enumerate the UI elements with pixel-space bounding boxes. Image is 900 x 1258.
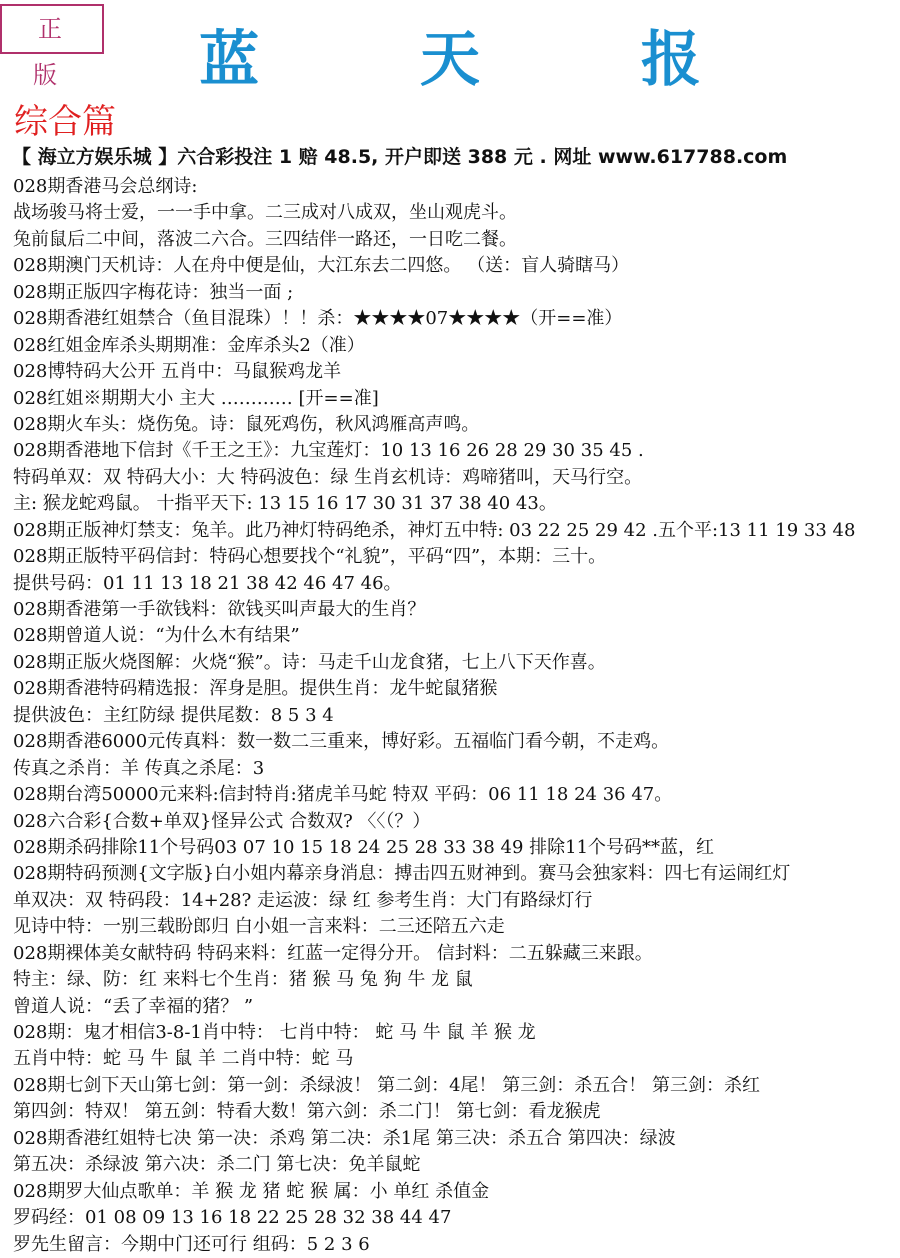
text-line: 028期香港第一手欲钱料：欲钱买叫声最大的生肖？ <box>13 599 426 620</box>
edition-badge: 正 版 <box>0 4 104 54</box>
text-line: 曾道人说：“丢了幸福的猪？ ” <box>13 995 254 1017</box>
text-line: 028期正版特平码信封：特码心想要找个“礼貌”，平码“四”，本期：三十。 <box>13 546 607 568</box>
text-line: 028期澳门天机诗：人在舟中便是仙，大江东去二四悠。 （送：盲人骑瞎马） <box>13 255 630 277</box>
section-heading: 综合篇 <box>14 102 116 142</box>
text-line: 028六合彩{合数+单双}怪异公式 合数双? 〈〈（？） <box>13 810 431 832</box>
text-line: 028红姐※期期大小 主大 ………… [开==准] <box>13 387 379 409</box>
text-line: 战场骏马将士爱，一一手中拿。二三成对八成双，坐山观虎斗。 <box>13 202 517 224</box>
text-line: 提供号码：01 11 13 18 21 38 42 46 47 46。 <box>13 572 402 594</box>
text-line: 028红姐金库杀头期期准：金库杀头2（准） <box>13 334 365 356</box>
text-line: 028期曾道人说：“为什么木有结果” <box>13 625 300 647</box>
text-line: 五肖中特：蛇 马 牛 鼠 羊 二肖中特：蛇 马 <box>13 1048 354 1070</box>
text-line: 028期香港红姐特七决 第一决：杀鸡 第二决：杀1尾 第三决：杀五合 第四决：绿波 <box>13 1127 676 1149</box>
text-line: 特码单双：双 特码大小：大 特码波色：绿 生肖玄机诗：鸡啼猪叫，天马行空。 <box>13 466 643 488</box>
text-line: 传真之杀肖：羊 传真之杀尾：3 <box>13 757 265 779</box>
ad-banner: 【 海立方娱乐城 】六合彩投注 1 赔 48.5, 开户即送 388 元 . 网址 www.617788.com <box>12 146 788 168</box>
text-line: 罗码经：01 08 09 13 16 18 22 25 28 32 38 44 47 <box>13 1207 452 1229</box>
text-line: 028期正版火烧图解：火烧“猴”。诗：马走千山龙食猪，七上八下天作喜。 <box>13 651 606 673</box>
text-line: 028期特码预测{文字版}白小姐内幕亲身消息：搏击四五财神到。赛马会独家料：四七有运闹红灯 <box>13 863 791 885</box>
text-line: 028期台湾50000元来料:信封特肖:猪虎羊马蛇 特双 平码：06 11 18 24 36 47。 <box>13 784 673 806</box>
text-line: 028期正版神灯禁支：兔羊。此乃神灯特码绝杀，神灯五中特: 03 22 25 29 42 .五个平:13 11 19 33 48 <box>13 519 856 541</box>
text-line: 提供波色：主红防绿 提供尾数：8 5 3 4 <box>13 704 334 726</box>
content-lines <box>13 174 894 1258</box>
text-line: 028期裸体美女献特码 特码来料：红蓝一定得分开。 信封料：二五躲藏三来跟。 <box>13 942 653 964</box>
text-line: 第五决：杀绿波 第六决：杀二门 第七决：免羊鼠蛇 <box>13 1154 421 1176</box>
text-line: 028期罗大仙点歌单：羊 猴 龙 猪 蛇 猴 属：小 单红 杀值金 <box>13 1180 490 1202</box>
text-line: 028期七剑下天山第七剑：第一剑：杀绿波！ 第二剑：4尾！ 第三剑：杀五合！ 第三剑：杀红 <box>13 1074 760 1096</box>
text-line: 主: 猴龙蛇鸡鼠。 十指平天下: 13 15 16 17 30 31 37 38 40 43。 <box>13 493 557 515</box>
text-line: 兔前鼠后二中间，落波二六合。三四结伴一路还，一日吃二餐。 <box>13 228 517 250</box>
text-line: 见诗中特：一别三载盼郎归 白小姐一言来料：二三还陪五六走 <box>13 916 505 938</box>
text-line: 028期香港马会总纲诗: <box>13 176 198 197</box>
text-line: 028期香港6000元传真料：数一数二三重来，博好彩。五福临门看今朝，不走鸡。 <box>13 731 670 753</box>
text-line: 028期火车头：烧伤兔。诗：鼠死鸡伤，秋风鸿雁高声鸣。 <box>13 413 480 435</box>
page-title: 蓝 天 报 <box>199 25 771 95</box>
text-line: 罗先生留言：今期中门还可行 组码：5 2 3 6 <box>13 1233 370 1255</box>
text-line: 028期香港特码精选报：浑身是胆。提供生肖：龙牛蛇鼠猪猴 <box>13 678 498 700</box>
text-line: 028期正版四字梅花诗：独当一面 ; <box>13 281 294 303</box>
text-line: 028期杀码排除11个号码03 07 10 15 18 24 25 28 33 38 49 排除11个号码**蓝，红 <box>13 836 715 858</box>
text-line: 特主：绿、防：红 来料七个生肖：猪 猴 马 兔 狗 牛 龙 鼠 <box>13 969 473 991</box>
text-line: 单双决：双 特码段：14+28? 走运波：绿 红 参考生肖：大门有路绿灯行 <box>13 889 593 911</box>
text-line: 第四剑：特双！ 第五剑：特看大数！第六剑：杀二门！ 第七剑：看龙猴虎 <box>13 1101 601 1123</box>
text-line: 028期香港地下信封《千王之王》：九宝莲灯：10 13 16 26 28 29 30 35 45 . <box>13 440 644 462</box>
text-line: 028博特码大公开 五肖中：马鼠猴鸡龙羊 <box>13 361 342 383</box>
text-line: 028期：鬼才相信3-8-1肖中特： 七肖中特： 蛇 马 牛 鼠 羊 猴 龙 <box>13 1022 536 1043</box>
text-line: 028期香港红姐禁合（鱼目混珠）！！杀：★★★★07★★★★（开==准） <box>13 308 623 330</box>
